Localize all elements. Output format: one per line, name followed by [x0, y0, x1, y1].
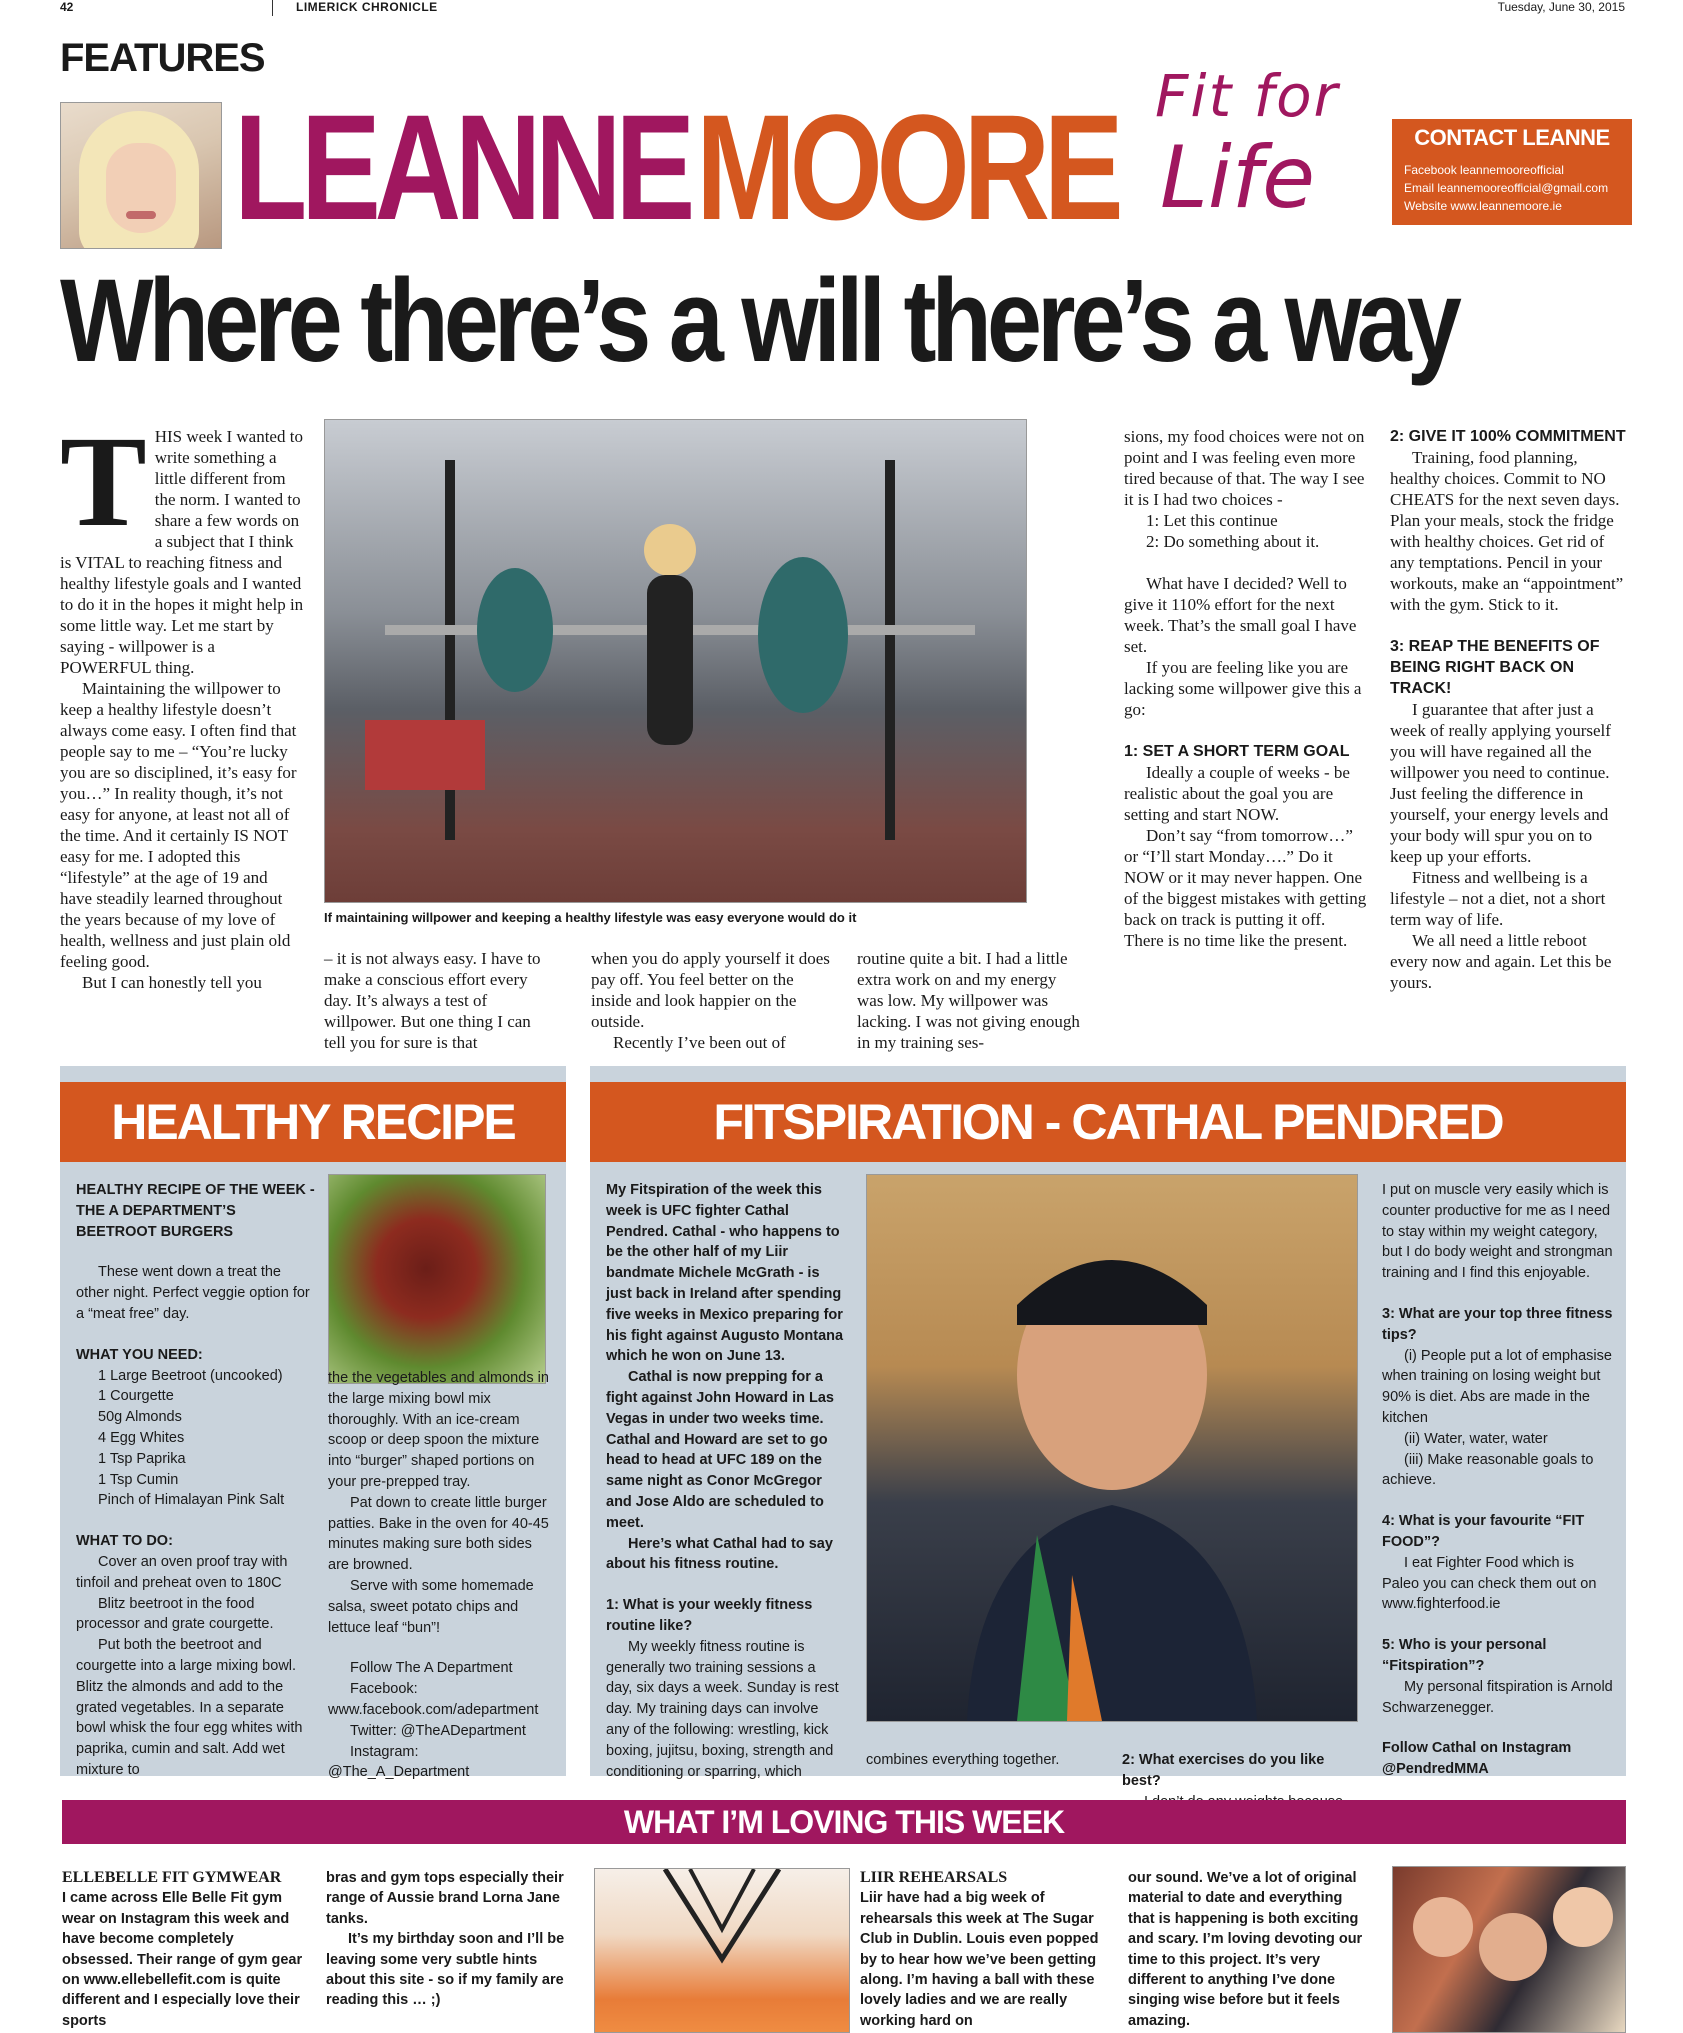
article-paragraph: Maintaining the willpower to keep a healthy lifestyle doesn’t always come easy. I often find that people say to me – “You’re lucky you are so disciplined, it’s easy for you…” In reality though, it’s not easy for anyone, at least not all of the time. And it certainly IS NOT easy for me. I adopted this “lifestyle” at the age of 19 and have steadily learned throughout the years because of my love of health, wellness and just plain old feeling good. [60, 679, 297, 971]
interview-question: 3: What are your top three fitness tips? [1382, 1305, 1613, 1343]
interview-question: 5: Who is your personal “Fitspiration”? [1382, 1637, 1547, 1674]
loving-paragraph: Liir have had a big week of rehearsals this week at The Sugar Club in Dublin. Louis even popped by to hear how we’ve been getting along. I’m having a ball with these lovely ladies and we are really working hard on [860, 1890, 1099, 2029]
article-paragraph: But I can honestly tell you [82, 973, 262, 992]
loving-item-heading: LIIR REHEARSALS [860, 1869, 1008, 1886]
loving-paragraph: bras and gym tops especially their range of Aussie brand Lorna Jane tanks. [326, 1870, 564, 1927]
ingredient-item: 1 Large Beetroot (uncooked) [98, 1367, 283, 1384]
loving-paragraph: our sound. We’ve a lot of original material to date and everything that is happening is both exciting and scary. I’m loving devoting our time to this project. It’s very different to anything I’ve done singing wise before but it feels amazing. [1128, 1870, 1363, 2029]
columnist-last-name: MOORE [696, 83, 1118, 251]
fitspiration-intro: My Fitspiration of the week this week is UFC fighter Cathal Pendred. Cathal - who happens to be the other half of my Liir bandmate Michele McGrath - is just back in Ireland after spending five weeks in Mexico preparing for his fight against Augusto Montana which he won on June 13. [606, 1182, 844, 1365]
photo-overflow-text: combines everything together. [866, 1752, 1060, 1768]
interview-answer: (iii) Make reasonable goals to achieve. [1382, 1451, 1594, 1489]
column-tagline-top: Fit for [1155, 62, 1340, 130]
divider [272, 0, 273, 16]
article-paragraph: HIS week I wanted to write something a little different from the norm. I wanted to share a few words on a subject that I think is VITAL to reaching fitness and healthy lifestyle goals and I wanted to do it in the hopes it might help in some little way. Let me start by saying - willpower is a POWERFUL thing. [60, 427, 304, 677]
publication-date: Tuesday, June 30, 2015 [1497, 0, 1625, 14]
photo-caption: If maintaining willpower and keeping a healthy lifestyle was easy everyone would do it [324, 910, 857, 925]
recipe-twitter-handle[interactable]: Twitter: @TheADepartment [350, 1722, 526, 1739]
columnist-first-name: LEANNE [234, 83, 689, 251]
loving-paragraph: I came across Elle Belle Fit gym wear on Instagram this week and have become completely obsessed. Their range of gym gear on www.ellebellefit.com is quite different and I especially love their sports [62, 1890, 303, 2029]
article-paragraph: routine quite a bit. I had a little extra work on and my energy was low. My willpower was lacking. I was not giving enough in my training ses- [857, 949, 1080, 1052]
interview-answer: My weekly fitness routine is generally two training sessions a day, six days a week. Sunday is rest day. My training days can involve any of the following: wrestling, kick boxing, jujitsu, boxing, strength and conditioning or sparring, which [606, 1638, 839, 1780]
article-paragraph: Fitness and wellbeing is a lifestyle – not a diet, not a short term way of life. [1390, 868, 1606, 929]
fitspiration-column-1 [606, 1180, 844, 1782]
ingredient-item: 1 Tsp Paprika [98, 1450, 186, 1467]
recipe-title: HEALTHY RECIPE OF THE WEEK - THE A DEPARTMENT’S BEETROOT BURGERS [76, 1182, 315, 1240]
cathal-pendred-photo [866, 1174, 1358, 1722]
article-paragraph: Recently I’ve been out of [613, 1033, 786, 1052]
column-tagline-bottom: Life [1160, 128, 1315, 228]
fitspiration-paragraph: Here’s what Cathal had to say about his fitness routine. [606, 1535, 833, 1573]
choice-1: 1: Let this continue [1146, 511, 1278, 530]
method-heading: WHAT TO DO: [76, 1533, 173, 1550]
drop-cap: T [60, 410, 147, 554]
contact-heading: CONTACT LEANNE [1414, 125, 1610, 150]
article-headline: Where there’s a will there’s a way [60, 255, 1457, 387]
interview-answer: I eat Fighter Food which is Paleo you can check them out on www.fighterfood.ie [1382, 1554, 1597, 1613]
interview-question: 4: What is your favourite “FIT FOOD”? [1382, 1513, 1585, 1550]
fitspiration-paragraph: Cathal is now prepping for a fight against John Howard in Las Vegas in under two weeks time. Cathal and Howard are set to go head to head at UFC 189 on the same night as Conor McGregor and Jose Aldo are scheduled to meet. [606, 1369, 834, 1531]
article-paragraph: Training, food planning, healthy choices. Commit to NO CHEATS for the next seven days. Plan your meals, stock the fridge with healthy choices. Get rid of any temptations. Pencil in your workouts, make an “appointment” with the gym. Stick to it. [1390, 448, 1624, 614]
fitspiration-banner: FITSPIRATION - CATHAL PENDRED [590, 1082, 1626, 1162]
page-header-bar [60, 0, 1625, 16]
method-step: Serve with some homemade salsa, sweet potato chips and lettuce leaf “bun”! [328, 1577, 534, 1636]
article-column-2 [324, 948, 554, 1053]
method-step: Pat down to create little burger patties. Bake in the oven for 40-45 minutes making sure both sides are browned. [328, 1494, 549, 1574]
method-step: Cover an oven proof tray with tinfoil and preheat oven to 180C [76, 1553, 288, 1591]
loving-column-2 [326, 1868, 566, 2011]
article-paragraph: Don’t say “from tomorrow…” or “I’ll start Monday….” Do it NOW or it may never happen. One of the biggest mistakes with getting back on track is putting it off. There is no time like the present. [1124, 826, 1367, 950]
interview-question: 2: What exercises do you like best? [1122, 1752, 1325, 1789]
contact-website: Website www.leannemoore.ie [1404, 199, 1562, 213]
tip-heading-3: 3: REAP THE BENEFITS OF BEING RIGHT BACK ON TRACK! [1390, 638, 1600, 697]
article-paragraph: I guarantee that after just a week of really applying yourself you will have regained all the willpower you need to continue. Just feeling the difference in yourself, your energy levels and your body will spur you on to keep up your efforts. [1390, 700, 1611, 866]
follow-cathal: Follow Cathal on Instagram @PendredMMA [1382, 1740, 1572, 1778]
tip-heading-2: 2: GIVE IT 100% COMMITMENT [1390, 428, 1626, 445]
article-paragraph: If you are feeling like you are lacking some willpower give this a go: [1124, 658, 1362, 719]
interview-answer: (ii) Water, water, water [1404, 1430, 1548, 1447]
ingredients-heading: WHAT YOU NEED: [76, 1346, 203, 1363]
email-address[interactable]: leannemooreofficial@gmail.com [1437, 181, 1609, 195]
recipe-column-2 [328, 1368, 550, 1783]
interview-question: 1: What is your weekly fitness routine like? [606, 1597, 813, 1634]
article-column-5 [1124, 426, 1368, 951]
article-paragraph: – it is not always easy. I have to make a conscious effort every day. It’s always a test of willpower. But one thing I can tell you for sure is that [324, 949, 541, 1052]
article-column-4 [857, 948, 1087, 1053]
method-step: Put both the beetroot and courgette into a large mixing bowl. Blitz the almonds and add to the grated vegetables. In a separate bowl whisk the four egg whites with paprika, cumin and salt. Add wet mixture to [76, 1637, 303, 1778]
publication-name: LIMERICK CHRONICLE [296, 0, 438, 14]
article-paragraph: sions, my food choices were not on point and I was feeling even more tired because of that. The way I see it is I had two choices - [1124, 427, 1365, 509]
method-step: Blitz beetroot in the food processor and grate courgette. [76, 1595, 274, 1633]
page-number: 42 [60, 0, 74, 14]
website-link[interactable]: www.leannemoore.ie [1450, 199, 1562, 213]
article-paragraph: What have I decided? Well to give it 110% effort for the next week. That’s the small goal I have set. [1124, 574, 1357, 656]
article-column-6 [1390, 426, 1626, 993]
follow-text: Follow The A Department [350, 1660, 513, 1677]
ingredient-item: 1 Courgette [98, 1388, 174, 1405]
ingredient-item: Pinch of Himalayan Pink Salt [98, 1492, 285, 1509]
loving-this-week-banner: WHAT I’M LOVING THIS WEEK [62, 1800, 1626, 1844]
loving-paragraph: It’s my birthday soon and I’ll be leaving some very subtle hints about this site - so if my family are reading this … ;) [326, 1931, 565, 2009]
interview-answer: (i) People put a lot of emphasise when training on losing weight but 90% is diet. Abs are made in the kitchen [1382, 1347, 1612, 1426]
recipe-facebook-link[interactable]: Facebook: www.facebook.com/adepartment [328, 1681, 539, 1718]
tip-heading-1: 1: SET A SHORT TERM GOAL [1124, 743, 1350, 760]
ingredient-item: 50g Almonds [98, 1409, 182, 1426]
article-paragraph: We all need a little reboot every now and again. Let this be yours. [1390, 931, 1612, 992]
article-paragraph: when you do apply yourself it does pay off. You feel better on the inside and look happier on the outside. [591, 949, 830, 1031]
loving-item-heading: ELLEBELLE FIT GYMWEAR [62, 1869, 282, 1886]
contact-facebook: Facebook leannemooreofficial [1404, 163, 1564, 177]
ingredients-list [76, 1366, 316, 1512]
ingredient-item: 4 Egg Whites [98, 1429, 185, 1446]
liir-bandmates-photo [1392, 1866, 1626, 2033]
article-paragraph: Ideally a couple of weeks - be realistic about the goal you are setting and start NOW. [1124, 763, 1350, 824]
loving-column-3 [860, 1868, 1104, 2031]
ingredient-item: 1 Tsp Cumin [98, 1471, 179, 1488]
loving-column-4 [1128, 1868, 1368, 2031]
interview-answer: My personal fitspiration is Arnold Schwarzenegger. [1382, 1678, 1613, 1716]
interview-answer: I put on muscle very easily which is counter productive for me as I need to stay within my weight category, but I do body weight and strongman training and I find this enjoyable. [1382, 1182, 1613, 1282]
contact-email: Email leannemooreofficial@gmail.com [1404, 181, 1609, 195]
recipe-banner: HEALTHY RECIPE [60, 1082, 566, 1162]
article-column-1 [60, 410, 304, 993]
article-column-3 [591, 948, 831, 1053]
contact-box [1392, 119, 1632, 225]
loving-column-1 [62, 1868, 306, 2031]
section-label: FEATURES [60, 36, 265, 80]
recipe-intro: These went down a treat the other night. Perfect veggie option for a “meat free” day. [76, 1264, 310, 1322]
recipe-instagram-handle[interactable]: Instagram: @The_A_Department [328, 1743, 470, 1781]
facebook-handle[interactable]: leannemooreofficial [1460, 163, 1564, 177]
beetroot-burger-photo [328, 1174, 546, 1384]
recipe-column-1 [76, 1180, 316, 1781]
gym-photo [324, 419, 1027, 903]
method-step: the the vegetables and almonds in the large mixing bowl mix thoroughly. With an ice-cream scoop or deep spoon the mixture into “burger” shaped portions on your pre-prepped tray. [328, 1370, 549, 1490]
fitspiration-column-3 [1382, 1180, 1614, 1780]
sports-bra-photo [594, 1868, 850, 2033]
author-photo [60, 102, 222, 249]
choice-2: 2: Do something about it. [1146, 532, 1320, 551]
